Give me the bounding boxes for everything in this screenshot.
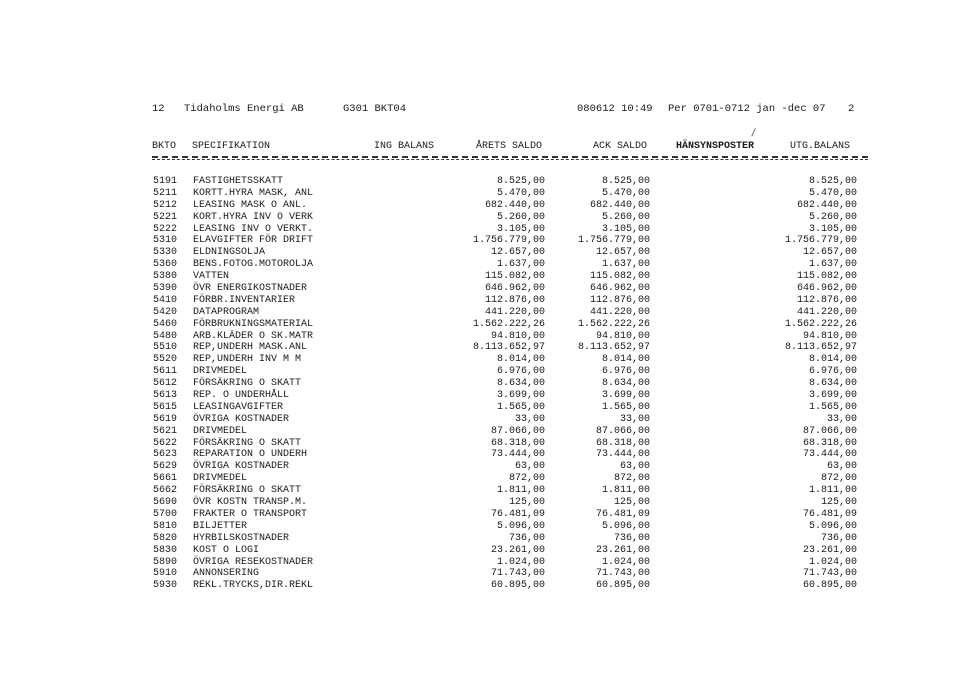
arets-saldo-value: 6.976,00 <box>496 366 545 378</box>
account-number: 5212 <box>153 199 178 211</box>
utg-balans-value: 63,00 <box>826 461 857 473</box>
account-description: REPARATION O UNDERH <box>193 449 308 461</box>
ack-saldo-value: 8.634,00 <box>601 378 650 390</box>
table-row <box>0 485 960 497</box>
arets-saldo-value: 76.481,09 <box>490 508 545 520</box>
account-number: 5330 <box>153 247 178 259</box>
account-description: REKL.TRYCKS,DIR.REKL <box>193 580 314 592</box>
arets-saldo-value: 94.810,00 <box>490 330 545 342</box>
ack-saldo-value: 33,00 <box>619 413 650 425</box>
ack-saldo-value: 1.562.222,26 <box>577 318 650 330</box>
account-description: KOST O LOGI <box>193 544 260 556</box>
arets-saldo-value: 5.260,00 <box>496 211 545 223</box>
arets-saldo-value: 1.811,00 <box>496 485 545 497</box>
col-specifikation: SPECIFIKATION <box>192 141 271 152</box>
arets-saldo-value: 872,00 <box>508 473 545 485</box>
table-row <box>0 319 960 331</box>
account-description: ÖVRIGA RESEKOSTNADER <box>193 556 314 568</box>
utg-balans-value: 5.096,00 <box>808 520 857 532</box>
table-row <box>0 438 960 450</box>
table-row <box>0 402 960 414</box>
account-number: 5520 <box>153 354 178 366</box>
account-number: 5410 <box>153 294 178 306</box>
utg-balans-value: 1.562.222,26 <box>784 318 857 330</box>
table-row <box>0 557 960 569</box>
table-row <box>0 283 960 295</box>
ack-saldo-value: 5.470,00 <box>601 187 650 199</box>
arets-saldo-value: 63,00 <box>514 461 545 473</box>
ack-saldo-value: 60.895,00 <box>595 580 650 592</box>
utg-balans-value: 1.637,00 <box>808 259 857 271</box>
table-row <box>0 449 960 461</box>
account-number: 5510 <box>153 342 178 354</box>
account-description: DRIVMEDEL <box>193 473 248 485</box>
table-row <box>0 533 960 545</box>
account-description: REP,UNDERH INV M M <box>193 354 302 366</box>
account-description: ELDNINGSOLJA <box>193 247 266 259</box>
sheet-number: 2 <box>848 103 855 115</box>
utg-balans-value: 71.743,00 <box>802 568 857 580</box>
col-ack-saldo: ACK SALDO <box>593 141 648 152</box>
account-description: FASTIGHETSSKATT <box>193 176 284 187</box>
arets-saldo-value: 23.261,00 <box>490 544 545 556</box>
account-description: ELAVGIFTER FÖR DRIFT <box>193 235 314 247</box>
table-row <box>0 212 960 224</box>
arets-saldo-value: 12.657,00 <box>490 247 545 259</box>
table-row <box>0 247 960 259</box>
table-row <box>0 509 960 521</box>
arets-saldo-value: 5.470,00 <box>496 187 545 199</box>
arets-saldo-value: 736,00 <box>508 532 545 544</box>
utg-balans-value: 115.082,00 <box>796 271 857 283</box>
utg-balans-value: 125,00 <box>820 497 857 509</box>
arets-saldo-value: 1.637,00 <box>496 259 545 271</box>
table-row <box>0 378 960 390</box>
header-divider <box>152 156 868 160</box>
utg-balans-value: 1.024,00 <box>808 556 857 568</box>
ack-saldo-value: 1.637,00 <box>601 259 650 271</box>
ack-saldo-value: 87.066,00 <box>595 425 650 437</box>
table-row <box>0 461 960 473</box>
ack-saldo-value: 3.105,00 <box>601 223 650 235</box>
ack-saldo-value: 125,00 <box>613 497 650 509</box>
col-bkto: BKTO <box>152 141 177 152</box>
account-number: 5611 <box>153 366 178 378</box>
utg-balans-value: 1.565,00 <box>808 401 857 413</box>
report-header <box>0 103 960 117</box>
table-row <box>0 259 960 271</box>
pen-mark <box>751 128 757 137</box>
utg-balans-value: 1.811,00 <box>808 485 857 497</box>
account-number: 5629 <box>153 461 178 473</box>
column-header-row <box>0 141 960 155</box>
ack-saldo-value: 1.565,00 <box>601 401 650 413</box>
account-description: DRIVMEDEL <box>193 425 248 437</box>
arets-saldo-value: 8.525,00 <box>496 176 545 187</box>
account-description: VATTEN <box>193 271 230 283</box>
utg-balans-value: 76.481,09 <box>802 508 857 520</box>
account-description: ÖVR KOSTN TRANSP.M. <box>193 497 308 509</box>
ack-saldo-value: 115.082,00 <box>589 271 650 283</box>
ack-saldo-value: 12.657,00 <box>595 247 650 259</box>
account-description: FÖRBR.INVENTARIER <box>193 294 296 306</box>
account-description: FÖRSÄKRING O SKATT <box>193 437 302 449</box>
utg-balans-value: 112.876,00 <box>796 294 857 306</box>
account-description: REP,UNDERH MASK.ANL <box>193 342 308 354</box>
col-arets-saldo: ÅRETS SALDO <box>476 141 543 152</box>
utg-balans-value: 23.261,00 <box>802 544 857 556</box>
arets-saldo-value: 68.318,00 <box>490 437 545 449</box>
utg-balans-value: 12.657,00 <box>802 247 857 259</box>
account-description: BILJETTER <box>193 520 248 532</box>
table-row <box>0 521 960 533</box>
account-description: KORT.HYRA INV O VERK <box>193 211 314 223</box>
report-period: Per 0701-0712 jan -dec 07 <box>668 103 826 115</box>
report-code: G301 BKT04 <box>343 103 407 115</box>
account-number: 5622 <box>153 437 178 449</box>
account-description: FÖRBRUKNINGSMATERIAL <box>193 318 314 330</box>
table-row <box>0 176 960 188</box>
col-utg-balans: UTG.BALANS <box>790 141 851 152</box>
arets-saldo-value: 33,00 <box>514 413 545 425</box>
utg-balans-value: 68.318,00 <box>802 437 857 449</box>
account-number: 5310 <box>153 235 178 247</box>
account-description: KORTT.HYRA MASK, ANL <box>193 187 314 199</box>
ack-saldo-value: 71.743,00 <box>595 568 650 580</box>
arets-saldo-value: 1.565,00 <box>496 401 545 413</box>
utg-balans-value: 8.014,00 <box>808 354 857 366</box>
account-number: 5420 <box>153 306 178 318</box>
table-row <box>0 307 960 319</box>
account-number: 5380 <box>153 271 178 283</box>
ack-saldo-value: 5.260,00 <box>601 211 650 223</box>
ack-saldo-value: 1.024,00 <box>601 556 650 568</box>
account-number: 5910 <box>153 568 178 580</box>
account-table <box>0 176 960 592</box>
utg-balans-value: 736,00 <box>820 532 857 544</box>
account-number: 5830 <box>153 544 178 556</box>
utg-balans-value: 8.634,00 <box>808 378 857 390</box>
table-row <box>0 545 960 557</box>
account-number: 5612 <box>153 378 178 390</box>
col-ing-balans: ING BALANS <box>374 141 435 152</box>
ack-saldo-value: 63,00 <box>619 461 650 473</box>
account-number: 5221 <box>153 211 178 223</box>
table-row <box>0 224 960 236</box>
utg-balans-value: 73.444,00 <box>802 449 857 461</box>
company-name: Tidaholms Energi AB <box>184 103 304 115</box>
account-description: DATAPROGRAM <box>193 306 260 318</box>
account-description: ANNONSERING <box>193 568 260 580</box>
account-description: DRIVMEDEL <box>193 366 248 378</box>
account-number: 5700 <box>153 508 178 520</box>
ack-saldo-value: 94.810,00 <box>595 330 650 342</box>
account-number: 5623 <box>153 449 178 461</box>
utg-balans-value: 87.066,00 <box>802 425 857 437</box>
arets-saldo-value: 60.895,00 <box>490 580 545 592</box>
account-number: 5662 <box>153 485 178 497</box>
arets-saldo-value: 682.440,00 <box>484 199 545 211</box>
ack-saldo-value: 3.699,00 <box>601 390 650 402</box>
table-row <box>0 235 960 247</box>
ack-saldo-value: 682.440,00 <box>589 199 650 211</box>
arets-saldo-value: 8.634,00 <box>496 378 545 390</box>
table-row <box>0 295 960 307</box>
ack-saldo-value: 441.220,00 <box>589 306 650 318</box>
table-row <box>0 497 960 509</box>
ack-saldo-value: 8.014,00 <box>601 354 650 366</box>
ack-saldo-value: 112.876,00 <box>589 294 650 306</box>
arets-saldo-value: 5.096,00 <box>496 520 545 532</box>
ack-saldo-value: 68.318,00 <box>595 437 650 449</box>
account-description: FÖRSÄKRING O SKATT <box>193 485 302 497</box>
arets-saldo-value: 115.082,00 <box>484 271 545 283</box>
arets-saldo-value: 3.699,00 <box>496 390 545 402</box>
utg-balans-value: 646.962,00 <box>796 283 857 295</box>
utg-balans-value: 5.260,00 <box>808 211 857 223</box>
account-number: 5930 <box>153 580 178 592</box>
ack-saldo-value: 8.525,00 <box>601 176 650 187</box>
account-number: 5615 <box>153 401 178 413</box>
table-row <box>0 188 960 200</box>
account-number: 5360 <box>153 259 178 271</box>
utg-balans-value: 682.440,00 <box>796 199 857 211</box>
account-description: ÖVR ENERGIKOSTNADER <box>193 283 308 295</box>
ack-saldo-value: 23.261,00 <box>595 544 650 556</box>
utg-balans-value: 8.113.652,97 <box>784 342 857 354</box>
table-row <box>0 568 960 580</box>
arets-saldo-value: 8.113.652,97 <box>472 342 545 354</box>
ack-saldo-value: 736,00 <box>613 532 650 544</box>
account-number: 5810 <box>153 520 178 532</box>
table-row <box>0 200 960 212</box>
col-hansynsposter: HÄNSYNSPOSTER <box>676 141 755 152</box>
page-number: 12 <box>152 103 165 115</box>
arets-saldo-value: 8.014,00 <box>496 354 545 366</box>
table-row <box>0 580 960 592</box>
ack-saldo-value: 6.976,00 <box>601 366 650 378</box>
account-number: 5661 <box>153 473 178 485</box>
arets-saldo-value: 1.756.779,00 <box>472 235 545 247</box>
arets-saldo-value: 87.066,00 <box>490 425 545 437</box>
table-row <box>0 342 960 354</box>
account-description: LEASING MASK O ANL. <box>193 199 308 211</box>
table-row <box>0 271 960 283</box>
utg-balans-value: 60.895,00 <box>802 580 857 592</box>
ack-saldo-value: 646.962,00 <box>589 283 650 295</box>
account-description: FRAKTER O TRANSPORT <box>193 508 308 520</box>
table-row <box>0 331 960 343</box>
arets-saldo-value: 3.105,00 <box>496 223 545 235</box>
account-number: 5222 <box>153 223 178 235</box>
account-description: REP. O UNDERHÅLL <box>193 390 290 402</box>
account-number: 5191 <box>153 176 178 187</box>
utg-balans-value: 1.756.779,00 <box>784 235 857 247</box>
table-row <box>0 366 960 378</box>
arets-saldo-value: 646.962,00 <box>484 283 545 295</box>
ack-saldo-value: 1.811,00 <box>601 485 650 497</box>
account-number: 5890 <box>153 556 178 568</box>
report-timestamp: 080612 10:49 <box>577 103 653 115</box>
arets-saldo-value: 441.220,00 <box>484 306 545 318</box>
table-row <box>0 426 960 438</box>
table-row <box>0 414 960 426</box>
arets-saldo-value: 125,00 <box>508 497 545 509</box>
account-number: 5480 <box>153 330 178 342</box>
account-number: 5613 <box>153 390 178 402</box>
account-description: ARB.KLÄDER O SK.MATR <box>193 330 314 342</box>
ack-saldo-value: 1.756.779,00 <box>577 235 650 247</box>
utg-balans-value: 6.976,00 <box>808 366 857 378</box>
arets-saldo-value: 112.876,00 <box>484 294 545 306</box>
account-number: 5690 <box>153 497 178 509</box>
utg-balans-value: 441.220,00 <box>796 306 857 318</box>
table-row <box>0 473 960 485</box>
arets-saldo-value: 1.024,00 <box>496 556 545 568</box>
account-description: ÖVRIGA KOSTNADER <box>193 461 290 473</box>
utg-balans-value: 5.470,00 <box>808 187 857 199</box>
utg-balans-value: 8.525,00 <box>808 176 857 187</box>
account-description: LEASINGAVGIFTER <box>193 401 284 413</box>
arets-saldo-value: 71.743,00 <box>490 568 545 580</box>
account-description: HYRBILSKOSTNADER <box>193 532 290 544</box>
account-number: 5460 <box>153 318 178 330</box>
arets-saldo-value: 1.562.222,26 <box>472 318 545 330</box>
account-description: LEASING INV O VERKT. <box>193 223 314 235</box>
account-number: 5390 <box>153 283 178 295</box>
account-description: BENS.FOTOG.MOTOROLJA <box>193 259 314 271</box>
ack-saldo-value: 8.113.652,97 <box>577 342 650 354</box>
utg-balans-value: 33,00 <box>826 413 857 425</box>
ack-saldo-value: 872,00 <box>613 473 650 485</box>
account-number: 5619 <box>153 413 178 425</box>
ack-saldo-value: 5.096,00 <box>601 520 650 532</box>
arets-saldo-value: 73.444,00 <box>490 449 545 461</box>
utg-balans-value: 872,00 <box>820 473 857 485</box>
account-description: FÖRSÄKRING O SKATT <box>193 378 302 390</box>
table-row <box>0 354 960 366</box>
utg-balans-value: 3.699,00 <box>808 390 857 402</box>
table-row <box>0 390 960 402</box>
account-number: 5211 <box>153 187 178 199</box>
account-number: 5621 <box>153 425 178 437</box>
account-description: ÖVRIGA KOSTNADER <box>193 413 290 425</box>
ack-saldo-value: 76.481,09 <box>595 508 650 520</box>
ack-saldo-value: 73.444,00 <box>595 449 650 461</box>
account-number: 5820 <box>153 532 178 544</box>
utg-balans-value: 3.105,00 <box>808 223 857 235</box>
utg-balans-value: 94.810,00 <box>802 330 857 342</box>
